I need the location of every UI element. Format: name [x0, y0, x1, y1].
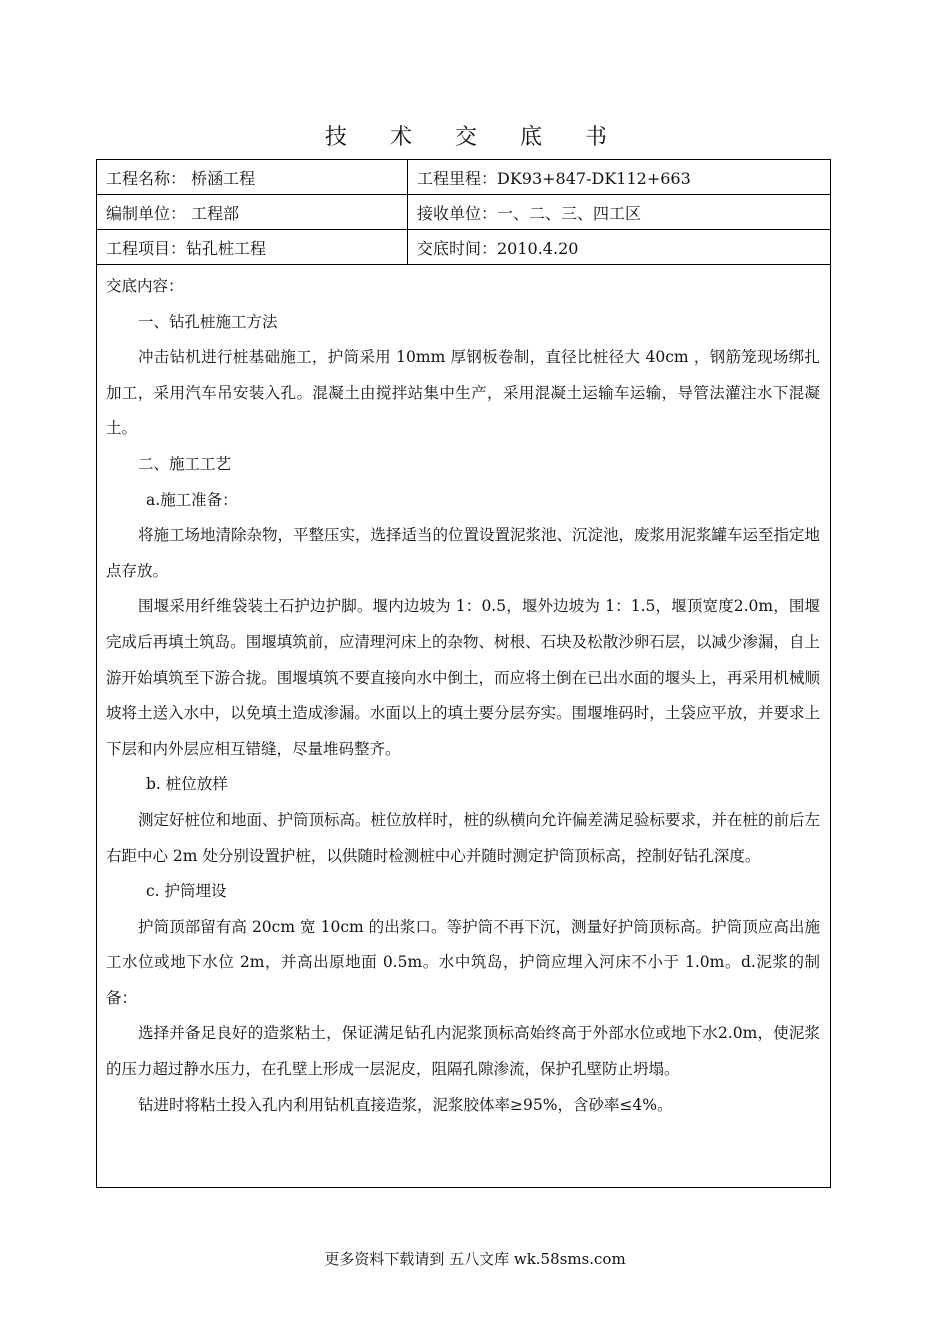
- sub-a-paragraph-2: 围堰采用纤维袋装土石护边护脚。堰内边坡为 1：0.5，堰外边坡为 1：1.5，堰顶宽度2.0m，围堰完成后再填土筑岛。围堰填筑前，应清理河床上的杂物、树根、石块及松散沙卵石层，以减少渗漏，自上游开始填筑至下游合拢。围堰填筑不要直接向水中倒土，而应将土倒在已出水面的堰头上，再采用机械顺坡将土送入水中，以免填土造成渗漏。水面以上的填土要分层夯实。围堰堆码时，土袋应平放，并要求上下层和内外层应相互错缝，尽量堆码整齐。: [106, 597, 820, 758]
- disclosure-date-field: 交底时间：2010.4.20: [417, 238, 579, 258]
- info-row-unit: [97, 195, 830, 230]
- receiving-unit-field: 接收单位：一、二、三、四工区: [417, 203, 642, 223]
- technical-disclosure-sheet: [96, 159, 831, 1188]
- disclosure-content: [97, 265, 830, 1123]
- document-title: 技 术 交 底 书: [325, 125, 625, 150]
- project-mileage-field: 工程里程：DK93+847-DK112+663: [417, 168, 691, 188]
- sub-c-heading: c. 护筒埋设: [146, 882, 227, 901]
- compiling-unit-field: 编制单位： 工程部: [97, 195, 408, 229]
- section1-paragraph: 冲击钻机进行桩基础施工，护筒采用 10mm 厚钢板卷制，直径比桩径大 40cm ，钢筋笼现场绑扎加工，采用汽车吊安装入孔。混凝土由搅拌站集中生产，采用混凝土运输车运输，导管法灌注水下混凝土。: [106, 348, 820, 438]
- sub-a-heading: a.施工准备：: [146, 490, 238, 509]
- sub-d-paragraph-2: 钻进时将粘土投入孔内利用钻机直接造浆，泥浆胶体率≥95%，含砂率≤4%。: [138, 1095, 673, 1114]
- section1-heading: 一、钻孔桩施工方法: [138, 312, 278, 331]
- sub-b-heading: b. 桩位放样: [146, 775, 228, 794]
- project-name-field: 工程名称： 桥涵工程: [97, 160, 408, 194]
- footer-download-note: 更多资料下载请到 五八文库 wk.58sms.com: [324, 1250, 626, 1268]
- sub-d-paragraph-1: 选择并备足良好的造浆粘土，保证满足钻孔内泥浆顶标高始终高于外部水位或地下水2.0m，使泥浆的压力超过静水压力，在孔壁上形成一层泥皮，阻隔孔隙渗流，保护孔壁防止坍塌。: [106, 1024, 820, 1079]
- sub-c-paragraph: 护筒顶部留有高 20cm 宽 10cm 的出浆口。等护筒不再下沉，测量好护筒顶标高。护筒顶应高出施工水位或地下水位 2m，并高出原地面 0.5m。水中筑岛，护筒应埋入河床不小于 1.0m。d.泥浆的制备：: [106, 917, 820, 1007]
- info-row-item: [97, 230, 830, 265]
- content-label: 交底内容：: [106, 277, 184, 295]
- sub-a-paragraph-1: 将施工场地清除杂物，平整压实，选择适当的位置设置泥浆池、沉淀池，废浆用泥浆罐车运至指定地点存放。: [106, 526, 821, 580]
- sub-b-paragraph: 测定好桩位和地面、护筒顶标高。桩位放样时，桩的纵横向允许偏差满足验标要求，并在桩的前后左右距中心 2m 处分别设置护桩，以供随时检测桩中心并随时测定护筒顶标高，控制好钻孔深度。: [106, 810, 821, 865]
- section2-heading: 二、施工工艺: [138, 454, 232, 473]
- project-item-field: 工程项目：钻孔桩工程: [97, 230, 408, 264]
- info-row-project-name: [97, 160, 830, 195]
